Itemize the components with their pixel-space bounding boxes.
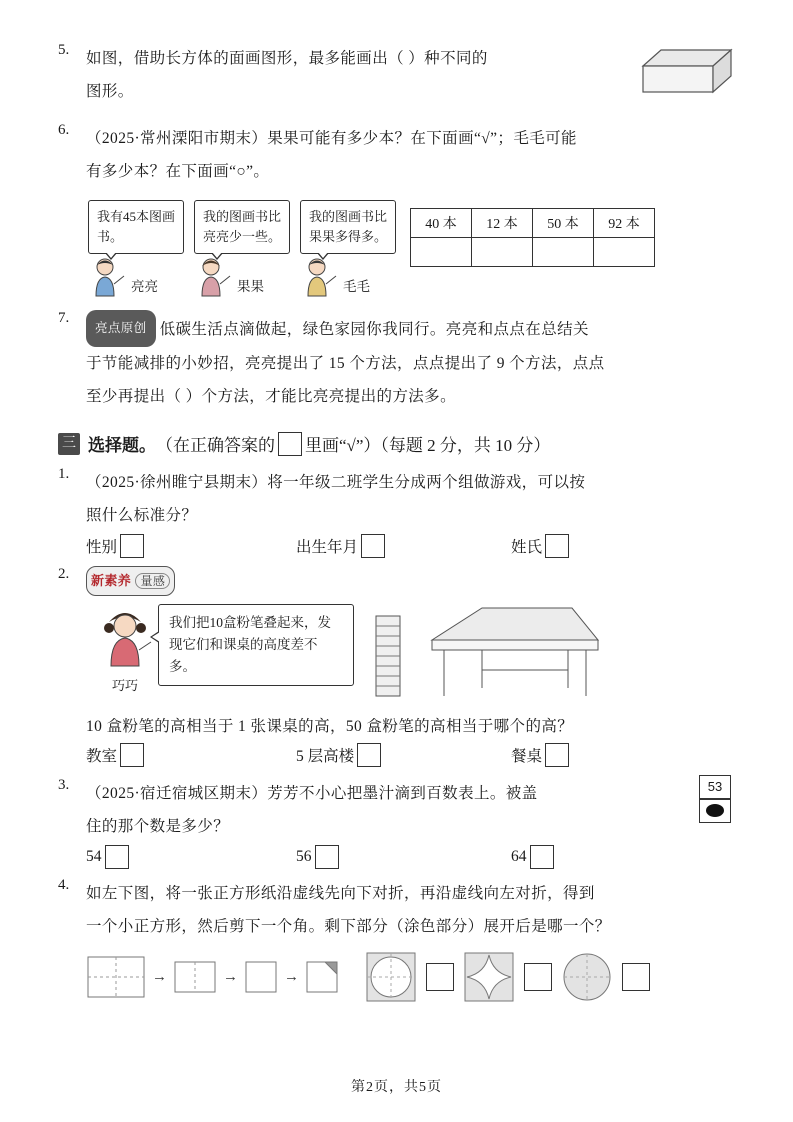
girl-icon	[97, 606, 153, 668]
question-5-line2: 图形。	[86, 83, 134, 100]
paper-step4-cut-icon	[305, 960, 339, 994]
option-label: 56	[296, 848, 312, 865]
option-b-figure-icon	[463, 951, 515, 1003]
question-7	[58, 310, 735, 413]
option-c-figure-icon	[561, 951, 613, 1003]
option-building[interactable]	[296, 743, 511, 767]
question-number: 3.	[58, 777, 70, 793]
choice-question-1	[58, 466, 735, 558]
table-cell: 50 本	[533, 209, 594, 238]
kid-name: 亮亮	[131, 279, 158, 294]
kid-liangliang	[88, 256, 184, 298]
option-classroom[interactable]	[86, 743, 296, 767]
option-label: 出生年月	[296, 539, 359, 556]
table-row	[411, 209, 655, 238]
speech-bubble-guoguo: 我的图画书比亮亮少一些。	[194, 200, 290, 254]
table-cell: 92 本	[594, 209, 655, 238]
question-6	[58, 122, 735, 188]
choice-1-line1: （2025·徐州睢宁县期末）将一年级二班学生分成两个组做游戏，可以按	[86, 474, 586, 491]
choice-1-line2: 照什么标准分？	[86, 507, 198, 524]
ink-blot-icon	[706, 804, 724, 817]
kid-guoguo	[194, 256, 290, 298]
option-birthdate[interactable]	[296, 534, 511, 558]
section-rule-2: 里画“√”）（每题 2 分，共 10 分）	[305, 436, 551, 455]
question-2-illustration	[86, 596, 735, 708]
hundred-chart-fragment	[699, 775, 731, 823]
arrow-icon: →	[284, 968, 299, 985]
choice-3-line1: （2025·宿迁宿城区期末）芳芳不小心把墨汁滴到百数表上。被盖	[86, 785, 538, 802]
option-label: 教室	[86, 748, 118, 765]
option-checkbox[interactable]	[545, 534, 569, 558]
choice-question-4	[58, 877, 735, 1003]
option-c-checkbox[interactable]	[622, 963, 650, 991]
option-label: 餐桌	[511, 748, 543, 765]
kid-name: 毛毛	[343, 279, 370, 294]
boy-icon	[88, 256, 128, 298]
option-label: 54	[86, 848, 102, 865]
choice-question-3	[58, 777, 735, 869]
choice-question-2	[58, 566, 735, 767]
kid-maomao	[300, 256, 396, 298]
arrow-icon: →	[152, 968, 167, 985]
choice-2-line1: 10 盒粉笔的高相当于 1 张课桌的高，50 盒粉笔的高相当于哪个的高？	[86, 718, 574, 735]
table-cell: 40 本	[411, 209, 472, 238]
option-label: 性别	[86, 539, 118, 556]
badge-xinsuyang	[86, 566, 175, 596]
table-cell: 12 本	[472, 209, 533, 238]
option-a-checkbox[interactable]	[426, 963, 454, 991]
paper-step3-icon	[244, 960, 278, 994]
choice-1-options	[86, 534, 735, 558]
question-number: 5.	[58, 42, 70, 58]
paper-step2-icon	[173, 960, 217, 994]
question-7-line1: 低碳生活点滴做起，绿色家园你我同行。亮亮和点点在总结关	[159, 321, 589, 338]
answer-cell[interactable]	[594, 238, 655, 267]
option-54[interactable]	[86, 845, 296, 869]
question-number: 2.	[58, 566, 70, 582]
option-label: 64	[511, 848, 527, 865]
answer-cell[interactable]	[411, 238, 472, 267]
question-7-line2: 于节能减排的小妙招，亮亮提出了 15 个方法，点点提出了 9 个方法，点点	[86, 355, 605, 372]
question-number: 4.	[58, 877, 70, 893]
question-5-line1: 如图，借助长方体的面画图形，最多能画出（ ）种不同的	[86, 50, 488, 67]
chart-cell-blot	[699, 799, 731, 823]
option-checkbox[interactable]	[315, 845, 339, 869]
option-checkbox[interactable]	[530, 845, 554, 869]
choice-4-line2: 一个小正方形，然后剪下一个角。剩下部分（涂色部分）展开后是哪一个？	[86, 918, 611, 935]
choice-2-options	[86, 743, 735, 767]
choice-4-figures	[86, 951, 735, 1003]
option-checkbox[interactable]	[120, 534, 144, 558]
section-title: 选择题。	[88, 436, 156, 455]
arrow-icon: →	[223, 968, 238, 985]
badge-sub-label: 量感	[135, 573, 170, 589]
option-surname[interactable]	[511, 534, 572, 558]
choice-4-line1: 如左下图，将一张正方形纸沿虚线先向下对折，再沿虚线向左对折，得到	[86, 885, 595, 902]
option-checkbox[interactable]	[357, 743, 381, 767]
option-checkbox[interactable]	[361, 534, 385, 558]
badge-label: 新素养	[91, 573, 132, 588]
option-checkbox[interactable]	[545, 743, 569, 767]
option-a-figure-icon	[365, 951, 417, 1003]
section-heading	[58, 431, 735, 456]
answer-cell[interactable]	[533, 238, 594, 267]
chart-cell-53: 53	[699, 775, 731, 799]
kid-row	[88, 256, 396, 298]
question-7-line3: 至少再提出（ ）个方法，才能比亮亮提出的方法多。	[86, 388, 456, 405]
table-row-answer[interactable]	[411, 238, 655, 267]
paper-step1-icon	[86, 955, 146, 999]
question-number: 1.	[58, 466, 70, 482]
section-checkbox	[278, 432, 302, 456]
desk-and-chalkbox-icon	[372, 596, 602, 704]
speech-bubble-maomao: 我的图画书比果果多得多。	[300, 200, 396, 254]
choice-3-line2: 住的那个数是多少？	[86, 818, 230, 835]
page-footer: 第2页，共5页	[351, 1080, 442, 1095]
boy2-icon	[300, 256, 340, 298]
option-checkbox[interactable]	[105, 845, 129, 869]
kid-name: 巧巧	[111, 678, 138, 693]
question-6-line2: 有多少本？在下面画“○”。	[86, 163, 270, 180]
badge-original: 亮点原创	[86, 310, 156, 347]
choice-3-options	[86, 845, 735, 869]
section-rule-1: （在正确答案的	[156, 436, 275, 455]
speech-bubble-row	[88, 200, 396, 254]
option-checkbox[interactable]	[120, 743, 144, 767]
question-number: 6.	[58, 122, 70, 138]
kid-name: 果果	[237, 279, 264, 294]
question-number: 7.	[58, 310, 70, 326]
option-56[interactable]	[296, 845, 511, 869]
option-b-checkbox[interactable]	[524, 963, 552, 991]
option-gender[interactable]	[86, 534, 296, 558]
option-table[interactable]	[511, 743, 572, 767]
question-6-line1: （2025·常州溧阳市期末）果果可能有多少本？在下面画“√”；毛毛可能	[86, 130, 577, 147]
question-5	[58, 42, 735, 116]
answer-cell[interactable]	[472, 238, 533, 267]
option-label: 5 层高楼	[296, 748, 355, 765]
option-64[interactable]	[511, 845, 557, 869]
speech-bubble-liangliang: 我有45本图画书。	[88, 200, 184, 254]
speech-bubble-qiaoqiao: 我们把10盒粉笔叠起来，发现它们和课桌的高度差不多。	[158, 604, 354, 686]
cuboid-icon	[639, 44, 735, 100]
girl-icon	[194, 256, 234, 298]
kid-qiaoqiao	[94, 606, 156, 694]
answer-table	[410, 208, 655, 267]
option-label: 姓氏	[511, 539, 543, 556]
section-number: 三	[58, 433, 80, 455]
